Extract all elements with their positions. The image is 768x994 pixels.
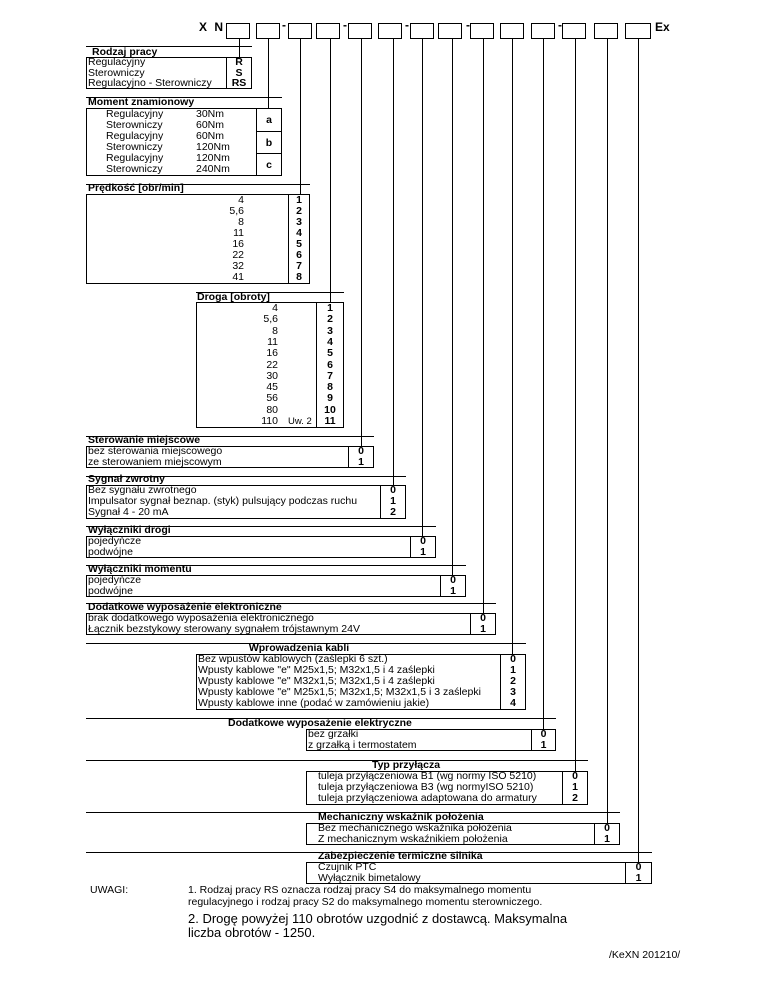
travel-code: 4 (327, 335, 333, 348)
wylaczniki-momentu-box (86, 575, 466, 597)
speed-value: 16 (232, 238, 244, 250)
travel-code: 9 (327, 392, 333, 405)
moment-type-label: Regulacyjny (106, 130, 164, 142)
elektroniczne-code: 1 (480, 623, 486, 635)
code-position-box (500, 23, 524, 39)
wylaczniki-momentu-code: 1 (450, 585, 456, 597)
section-title-wskaznik: Mechaniczny wskaźnik położenia (318, 811, 484, 823)
connector-line (268, 39, 269, 108)
travel-value: 45 (266, 381, 278, 394)
przylacze-code: 2 (572, 792, 578, 804)
wylaczniki-drogi-code: 0 (420, 535, 426, 547)
travel-value: 16 (266, 347, 278, 360)
kable-code: 1 (510, 664, 516, 676)
separator-dash: - (466, 18, 470, 32)
sygnal-code: 0 (390, 484, 396, 496)
uwagi-label: UWAGI: (90, 884, 129, 896)
wskaznik-code: 1 (604, 833, 610, 845)
travel-code: 7 (327, 369, 333, 382)
moment-value: 120Nm (196, 152, 230, 164)
code-position-box (316, 23, 340, 39)
elektryczne-code: 0 (540, 728, 547, 740)
moment-code: c (266, 159, 272, 171)
moment-value: 240Nm (196, 163, 230, 175)
moment-type-label: Regulacyjny (106, 152, 164, 164)
wskaznik-label: Z mechanicznym wskaźnikiem położenia (318, 833, 508, 845)
elektryczne-label: bez grzałki (308, 728, 359, 740)
kable-code: 3 (510, 686, 516, 698)
zabezpieczenie-code: 0 (635, 861, 642, 873)
separator-dash: - (343, 18, 347, 32)
section-title-wylaczniki-drogi: Wyłączniki drogi (88, 524, 171, 536)
travel-code: 3 (327, 324, 333, 337)
sygnal-code: 1 (390, 495, 396, 507)
speed-value: 22 (232, 249, 244, 261)
code-position-box (438, 23, 462, 39)
connector-line (638, 39, 639, 862)
wylaczniki-drogi-code: 1 (420, 546, 426, 558)
przylacze-label: tuleja przyłączeniowa B1 (wg normy ISO 5210) (318, 770, 537, 782)
section-title-zabezpieczenie: Zabezpieczenie termiczne silnika (318, 850, 483, 862)
travel-value: 110 (261, 415, 278, 427)
code-position-box (470, 23, 494, 39)
section-title-rodzaj-pracy: Rodzaj pracy (92, 46, 158, 58)
kable-label: Wpusty kablowe inne (podać w zamówieniu jakie) (198, 697, 430, 709)
section-title-predkosc: Prędkość [obr/min] (88, 182, 184, 194)
speed-code: 5 (296, 238, 302, 250)
code-position-box (410, 23, 434, 39)
connector-line (483, 39, 484, 613)
moment-code: b (265, 136, 273, 149)
kable-code: 2 (510, 675, 516, 687)
sterowanie-label: ze sterowaniem miejscowym (88, 456, 222, 468)
speed-code: 7 (296, 260, 302, 272)
rodzaj-pracy-code: RS (231, 77, 247, 89)
rodzaj-pracy-label: Sterowniczy (88, 66, 145, 79)
speed-code: 2 (296, 205, 302, 217)
elektroniczne-label: Łącznik bezstykowy sterowany sygnałem trójstawnym 24V (88, 623, 360, 635)
connector-line (575, 39, 576, 771)
travel-code: 2 (327, 313, 333, 326)
connector-line (361, 39, 362, 446)
code-position-box (378, 23, 402, 39)
travel-code: 8 (327, 381, 333, 394)
rodzaj-pracy-code: S (235, 66, 243, 79)
wylaczniki-drogi-label: pojedyńcze (88, 535, 142, 547)
separator-dash: - (558, 18, 562, 32)
sygnal-label: Bez sygnału zwrotnego (88, 484, 197, 496)
code-position-box (288, 23, 312, 39)
section-title-wylaczniki-momentu: Wyłączniki momentu (88, 563, 192, 575)
moment-type-label: Sterowniczy (106, 163, 163, 175)
przylacze-code: 1 (572, 781, 578, 793)
model-suffix-ex: Ex (655, 20, 670, 34)
travel-value: 22 (266, 358, 278, 371)
sterowanie-code: 0 (358, 445, 364, 457)
note-1-line-2: regulacyjnego i rodzaj pracy S2 do maksymalnego momentu sterowniczego. (188, 896, 543, 908)
code-position-box (562, 23, 586, 39)
moment-code: a (266, 114, 272, 126)
zabezpieczenie-code: 1 (635, 872, 642, 884)
rodzaj-pracy-label: Regulacyjno - Sterowniczy (88, 77, 212, 89)
connector-line (422, 39, 423, 536)
sygnal-label: Sygnał 4 - 20 mA (88, 506, 169, 518)
rodzaj-pracy-code: R (235, 56, 243, 68)
moment-value: 120Nm (196, 141, 230, 153)
moment-value: 30Nm (196, 108, 225, 120)
travel-value: 80 (266, 403, 278, 416)
travel-value: 4 (272, 302, 278, 314)
connector-line (512, 39, 513, 654)
speed-code: 3 (296, 216, 302, 228)
kable-label: Wpusty kablowe "e" M25x1,5; M32x1,5; M32x1,5 i 3 zaślepki (198, 686, 481, 698)
wylaczniki-drogi-label: podwójne (88, 546, 133, 558)
connector-line (239, 39, 240, 57)
wskaznik-label: Bez mechanicznego wskaźnika położenia (318, 822, 512, 834)
section-title-moment: Moment znamionowy (88, 96, 195, 108)
note-1-line-1: 1. Rodzaj pracy RS oznacza rodzaj pracy S4 do maksymalnego momentu (188, 884, 532, 896)
code-position-box (348, 23, 372, 39)
section-title-przylacze: Typ przyłącza (371, 759, 441, 771)
wylaczniki-momentu-code: 0 (450, 574, 456, 586)
przylacze-label: tuleja przyłączeniowa adaptowana do armatury (318, 792, 537, 804)
elektroniczne-code: 0 (480, 612, 486, 624)
travel-code: 1 (327, 302, 333, 314)
separator-dash: - (282, 18, 286, 32)
kable-code: 0 (510, 653, 516, 665)
rodzaj-pracy-label: Regulacyjny (88, 56, 146, 68)
sterowanie-code: 1 (358, 456, 364, 468)
connector-line (543, 39, 544, 729)
speed-value: 4 (238, 194, 244, 206)
speed-value: 11 (233, 227, 244, 239)
elektryczne-label: z grzałką i termostatem (308, 739, 417, 751)
wylaczniki-momentu-label: podwójne (88, 585, 133, 597)
speed-code: 4 (296, 227, 302, 239)
speed-code: 8 (296, 271, 302, 283)
moment-type-label: Sterowniczy (106, 119, 163, 131)
przylacze-label: tuleja przyłączeniowa B3 (wg normyISO 5210) (318, 781, 534, 793)
moment-value: 60Nm (196, 119, 225, 131)
travel-value: 56 (266, 392, 278, 405)
przylacze-code: 0 (572, 770, 578, 782)
section-title-kable: Wprowadzenia kabli (248, 642, 350, 654)
travel-value: 5,6 (263, 313, 278, 326)
predkosc-box (86, 194, 310, 284)
travel-value: 11 (267, 335, 278, 348)
kable-label: Wpusty kablowe "e" M32x1,5; M32x1,5 i 4 zaślepki (198, 675, 435, 687)
wylaczniki-momentu-label: pojedyńcze (88, 574, 142, 586)
connector-line (607, 39, 608, 823)
wskaznik-code: 0 (604, 822, 610, 834)
speed-value: 5,6 (229, 205, 244, 217)
code-position-box (256, 23, 280, 39)
section-title-sygnal: Sygnał zwrotny (88, 473, 166, 485)
zabezpieczenie-label: Czujnik PTC (318, 861, 377, 873)
code-position-box (226, 23, 250, 39)
travel-value: 30 (266, 369, 278, 382)
kable-code: 4 (510, 697, 516, 709)
elektryczne-code: 1 (540, 739, 547, 751)
section-title-sterowanie: Sterowanie miejscowe (88, 434, 201, 446)
section-title-elektryczne: Dodatkowe wyposażenie elektryczne (228, 717, 412, 729)
separator-dash: - (405, 18, 409, 32)
kable-label: Bez wpustów kablowych (zaślepki 6 szt.) (198, 653, 388, 665)
speed-value: 8 (238, 216, 244, 228)
sygnal-label: Impulsator sygnał beznap. (styk) pulsujący podczas ruchu (88, 495, 358, 507)
travel-code: 5 (327, 347, 333, 360)
code-position-box (531, 23, 555, 39)
travel-code: 10 (324, 403, 336, 416)
moment-value: 60Nm (196, 130, 225, 142)
speed-value: 32 (232, 260, 244, 272)
document-reference: /KeXN 201210/ (609, 949, 681, 961)
section-title-droga: Droga [obroty] (197, 291, 270, 303)
section-title-elektroniczne: Dodatkowe wyposażenie elektroniczne (88, 601, 282, 613)
travel-value: 8 (272, 324, 278, 337)
connector-line (393, 39, 394, 485)
travel-code: 6 (327, 358, 333, 371)
sterowanie-label: bez sterowania miejscowego (88, 445, 223, 457)
connector-line (330, 39, 331, 302)
sygnal-code: 2 (390, 506, 396, 518)
speed-code: 6 (296, 249, 302, 261)
code-position-box (594, 23, 618, 39)
code-position-box (625, 23, 651, 39)
kable-label: Wpusty kablowe "e" M25x1,5; M32x1,5 i 4 zaślepki (198, 664, 435, 676)
model-prefix: X N (199, 20, 226, 34)
elektroniczne-label: brak dodatkowego wyposażenia elektronicznego (88, 612, 314, 624)
note-ref-uw2: Uw. 2 (288, 416, 312, 427)
note-2-line-2: liczba obrotów - 1250. (188, 925, 316, 940)
travel-code: 11 (324, 415, 336, 427)
speed-value: 41 (232, 271, 244, 283)
zabezpieczenie-label: Wyłącznik bimetalowy (318, 872, 421, 884)
connector-line (300, 39, 301, 194)
connector-line (452, 39, 453, 575)
moment-type-label: Regulacyjny (106, 108, 164, 120)
speed-code: 1 (296, 194, 302, 206)
note-2-line-1: 2. Drogę powyżej 110 obrotów uzgodnić z dostawcą. Maksymalna (188, 911, 568, 926)
moment-type-label: Sterowniczy (106, 141, 163, 153)
